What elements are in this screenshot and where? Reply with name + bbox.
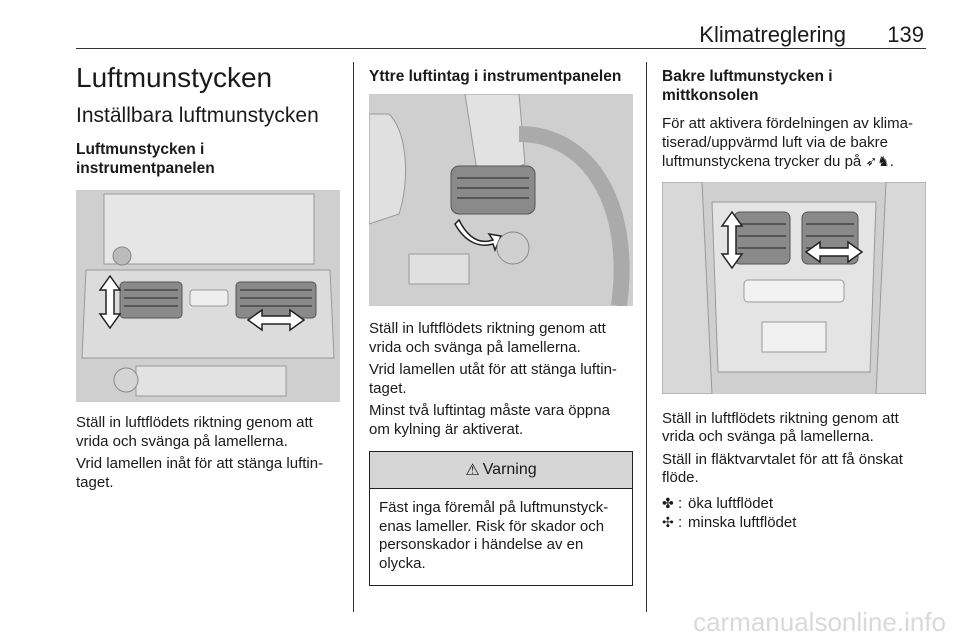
section-heading-line1: Luftmunstycken i bbox=[76, 141, 205, 158]
warning-line: enas lameller. Risk för skador och bbox=[379, 517, 605, 535]
legend-text: minska luftflödet bbox=[688, 513, 797, 531]
page-number: 139 bbox=[887, 22, 924, 47]
paragraph-line: Ställ in luftflödets riktning genom att bbox=[369, 320, 606, 337]
rear-console-vents-illustration bbox=[662, 182, 926, 394]
watermark: carmanualsonline.info bbox=[693, 607, 946, 637]
paragraph-line: taget. bbox=[76, 473, 114, 491]
section-heading-line2: instrumentpanelen bbox=[76, 160, 215, 177]
page-header bbox=[76, 0, 926, 49]
dashboard-vents-illustration bbox=[76, 190, 340, 402]
legend-row bbox=[662, 494, 926, 513]
main-heading: Luftmunstycken bbox=[76, 62, 273, 93]
section-title: Klimatreglering bbox=[699, 22, 846, 47]
warning-line: Fäst inga föremål på luftmunstyck- bbox=[379, 499, 609, 516]
paragraph-line: taget. bbox=[369, 379, 407, 397]
section-heading: Yttre luftintag i instrumentpanelen bbox=[369, 68, 622, 85]
paragraph-line: flöde. bbox=[662, 469, 699, 486]
warning-header bbox=[370, 452, 632, 489]
warning-body bbox=[370, 489, 632, 585]
paragraph-line: Ställ in fläktvarvtalet för att få önskat bbox=[662, 450, 903, 468]
paragraph-line: Vrid lamellen inåt för att stänga luftin- bbox=[76, 455, 324, 472]
paragraph-line: vrida och svänga på lamellerna. bbox=[76, 432, 288, 450]
paragraph-text: luftmunstyckena trycker du på bbox=[662, 153, 862, 170]
warning-title: Varning bbox=[482, 461, 537, 478]
legend-colon: : bbox=[678, 513, 683, 531]
outer-vent-illustration bbox=[369, 94, 633, 306]
paragraph-line: Vrid lamellen utåt för att stänga luftin- bbox=[369, 361, 617, 378]
outer-vent-drawing bbox=[369, 94, 633, 306]
section-heading-line1: Bakre luftmunstycken i bbox=[662, 68, 833, 85]
column-3 bbox=[662, 60, 926, 532]
paragraph-line: Minst två luftintag måste vara öppna bbox=[369, 402, 610, 419]
dashboard-vents-drawing bbox=[76, 190, 340, 402]
paragraph-line: vrida och svänga på lamellerna. bbox=[369, 338, 581, 356]
paragraph-line: luftmunstyckena trycker du på ➶♞. bbox=[662, 153, 894, 170]
legend-row bbox=[662, 513, 926, 532]
column-2 bbox=[369, 60, 633, 586]
fan-decrease-icon: ✣ bbox=[662, 513, 674, 530]
warning-line: personskador i händelse av en bbox=[379, 536, 584, 553]
rear-console-vents-drawing bbox=[662, 182, 926, 394]
paragraph-line: Ställ in luftflödets riktning genom att bbox=[76, 414, 313, 431]
legend-colon: : bbox=[678, 494, 683, 512]
warning-triangle-icon: ⚠ bbox=[465, 462, 480, 479]
column-divider bbox=[646, 62, 647, 612]
section-heading-line2: mittkonsolen bbox=[662, 87, 759, 104]
paragraph-line: vrida och svänga på lamellerna. bbox=[662, 428, 874, 445]
legend-text: öka luftflödet bbox=[688, 494, 774, 512]
fan-speed-legend bbox=[662, 494, 926, 532]
warning-box bbox=[369, 451, 633, 586]
paragraph-line: om kylning är aktiverat. bbox=[369, 420, 524, 438]
subheading: Inställbara luftmunstycken bbox=[76, 104, 319, 127]
fan-increase-icon: ✤ bbox=[662, 494, 674, 511]
warning-line: olycka. bbox=[379, 554, 426, 572]
rear-passenger-icon: ♞ bbox=[877, 153, 890, 169]
column-divider bbox=[353, 62, 354, 612]
paragraph-line: tiserad/uppvärmd luft via de bakre bbox=[662, 133, 888, 151]
paragraph-line: Ställ in luftflödets riktning genom att bbox=[662, 409, 899, 427]
column-1 bbox=[76, 60, 340, 492]
rear-vent-airflow-icon: ➶ bbox=[865, 153, 878, 169]
paragraph-line: För att aktivera fördelningen av klima- bbox=[662, 115, 913, 132]
